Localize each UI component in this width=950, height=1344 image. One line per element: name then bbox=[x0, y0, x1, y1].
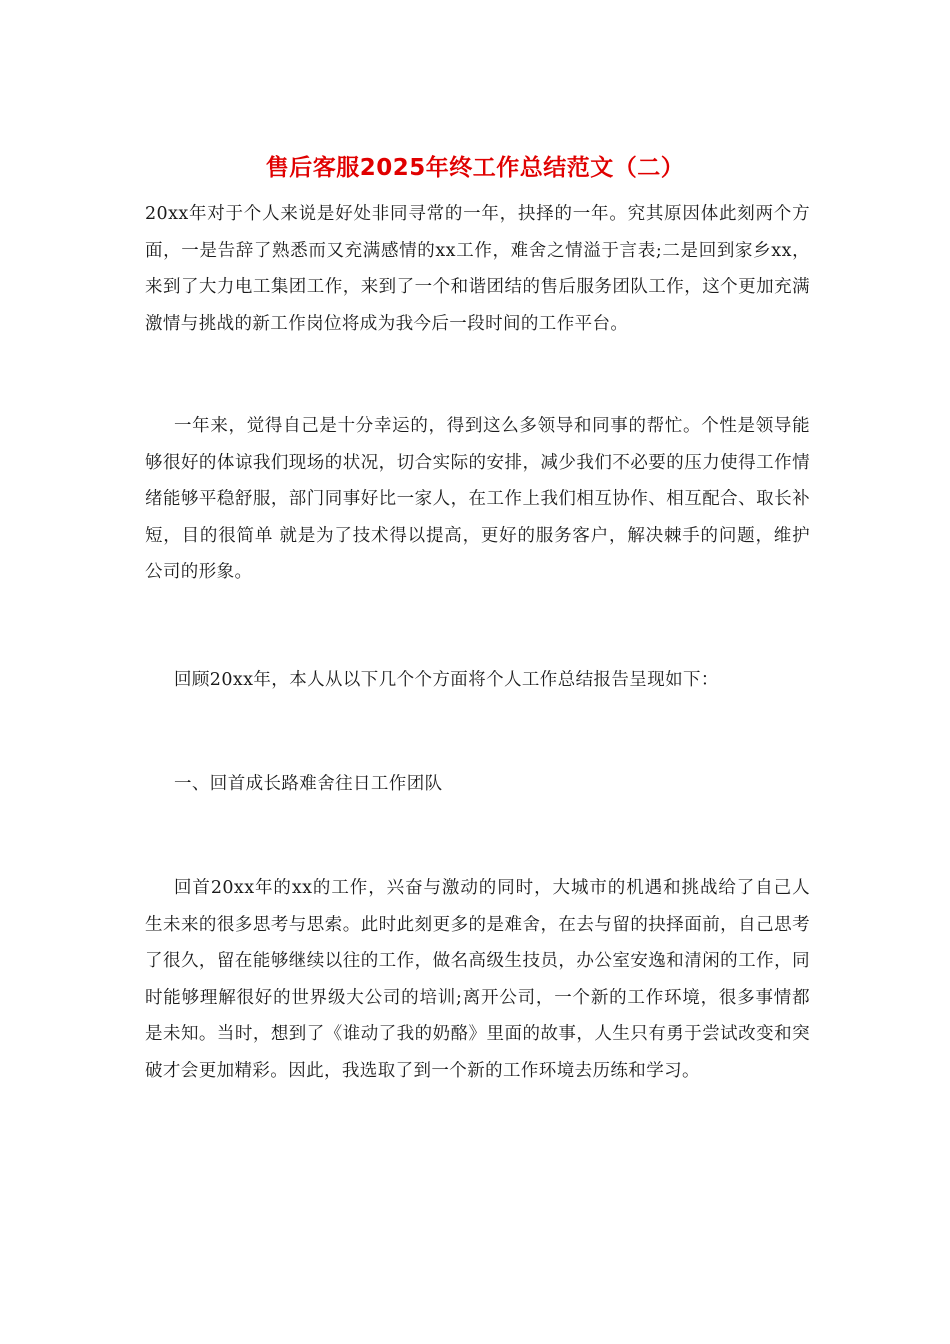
paragraph-gratitude: 一年来，觉得自己是十分幸运的，得到这么多领导和同事的帮忙。个性是领导能够很好的体谅我们现场的状况，切合实际的安排，减少我们不必要的压力使得工作情绪能够平稳舒服，部门同事好比一家人，在工作上我们相互协作、相互配合、取长补短，目的很简单 就是为了技术得以提高，更好的服务客户，解决棘手的问题，维护公司的形象。 bbox=[145, 416, 810, 582]
document-title: 售后客服2025年终工作总结范文（二） bbox=[265, 155, 685, 181]
paragraph-review-lead: 回顾20xx年，本人从以下几个个方面将个人工作总结报告呈现如下： bbox=[174, 670, 719, 690]
section-heading-1: 一、回首成长路难舍往日工作团队 bbox=[174, 774, 443, 794]
paragraph-intro: 20xx年对于个人来说是好处非同寻常的一年，抉择的一年。究其原因体此刻两个方面，一是告辞了熟悉而又充满感情的xx工作，难舍之情溢于言表;二是回到家乡xx，来到了大力电工集团工作，来到了一个和谐团结的售后服务团队工作，这个更加充满激情与挑战的新工作岗位将成为我今后一段时间的工作平台。 bbox=[145, 204, 810, 334]
paragraph-growth: 回首20xx年的xx的工作，兴奋与激动的同时，大城市的机遇和挑战给了自己人生未来的很多思考与思索。此时此刻更多的是难舍，在去与留的抉择面前，自己思考了很久，留在能够继续以往的工作，做名高级生技员，办公室安逸和清闲的工作，同时能够理解很好的世界级大公司的培训;离开公司，一个新的工作环境，很多事情都是未知。当时，想到了《谁动了我的奶酪》里面的故事，人生只有勇于尝试改变和突破才会更加精彩。因此，我选取了到一个新的工作环境去历练和学习。 bbox=[145, 878, 810, 1081]
